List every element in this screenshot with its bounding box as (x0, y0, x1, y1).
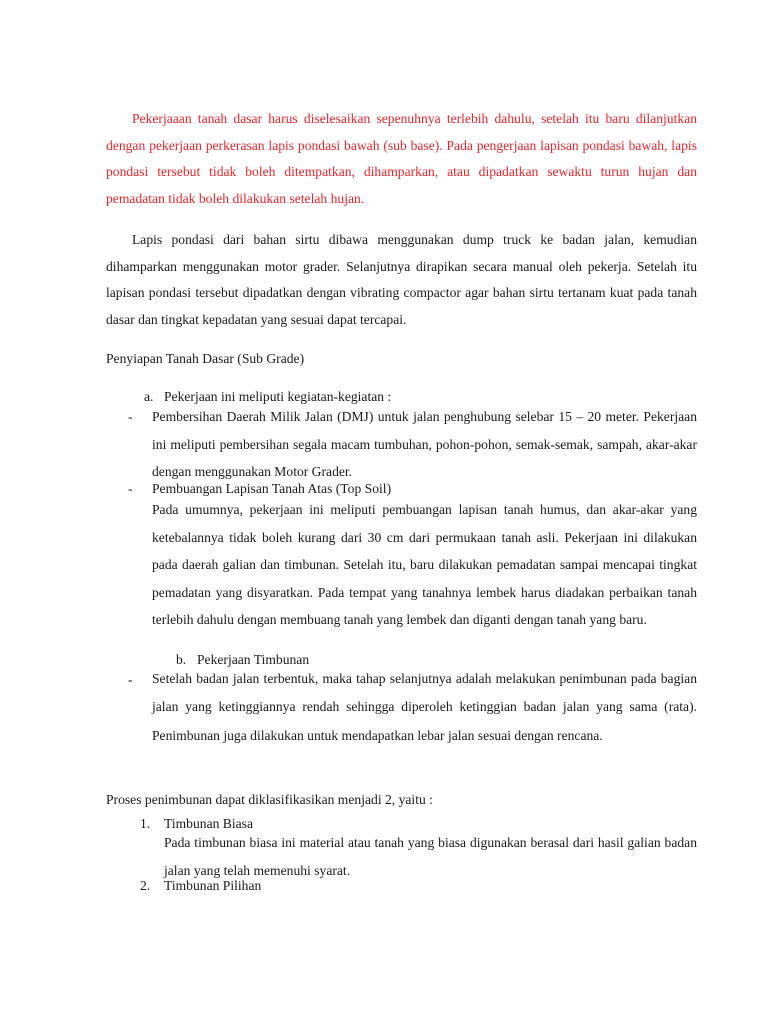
dash-1-marker: - (128, 409, 133, 424)
item-b-text: Pekerjaan Timbunan (197, 652, 310, 667)
numbered-1-marker: 1. (140, 816, 151, 831)
dash-2-title: Pembuangan Lapisan Tanah Atas (Top Soil) (152, 481, 392, 496)
dash-3-marker: - (128, 672, 133, 687)
dash-2-marker: - (128, 481, 133, 496)
numbered-1-text: Pada timbunan biasa ini material atau tanah yang biasa digunakan berasal dari hasil galian badan jalan yang telah memenuhi syarat. (164, 835, 697, 878)
item-b-marker: b. (176, 652, 187, 667)
dash-2-text: Pada umumnya, pekerjaan ini meliputi pembuangan lapisan tanah humus, dan akar-akar yang ketebalannya tidak boleh kurang dari 30 cm dari permukaan tanah asli. Pekerjaan ini dilakukan pada daerah galian dan timbunan. Setelah itu, baru dilakukan pemadatan sampai mencapai tingkat pemadatan yang disyaratkan. Pada tempat yang tanahnya lembek harus diadakan perbaikan tanah terlebih dahulu dengan membuang tanah yang lembek dan diganti dengan tanah yang baru. (152, 502, 697, 628)
item-a-text: Pekerjaan ini meliputi kegiatan-kegiatan : (164, 389, 392, 404)
subgrade-heading: Penyiapan Tanah Dasar (Sub Grade) (106, 351, 305, 366)
intro-paragraph-red: Pekerjaaan tanah dasar harus diselesaikan sepenuhnya terlebih dahulu, setelah itu baru dilanjutkan dengan pekerjaan perkerasan lapis pondasi bawah (sub base). Pada pengerjaan lapisan pondasi bawah, lapis pondasi tersebut tidak boleh ditempatkan, dihamparkan, atau dipadatkan sewaktu turun hujan dan pemadatan tidak boleh dilakukan setelah hujan. (106, 111, 697, 206)
sirtu-paragraph: Lapis pondasi dari bahan sirtu dibawa menggunakan dump truck ke badan jalan, kemudian dihamparkan menggunakan motor grader. Selanjutnya dirapikan secara manual oleh pekerja. Setelah itu lapisan pondasi tersebut dipadatkan dengan vibrating compactor agar bahan sirtu tertanam kuat pada tanah dasar dan tingkat kepadatan yang sesuai dapat tercapai. (106, 232, 697, 327)
item-a-marker: a. (144, 389, 154, 404)
proses-line: Proses penimbunan dapat diklasifikasikan menjadi 2, yaitu : (106, 792, 433, 807)
dash-3-text: Setelah badan jalan terbentuk, maka tahap selanjutnya adalah melakukan penimbunan pada bagian jalan yang ketinggiannya rendah sehingga diperoleh ketinggian badan jalan yang sama (rata). Penimbunan juga dilakukan untuk mendapatkan lebar jalan sesuai dengan rencana. (152, 671, 697, 743)
numbered-2-marker: 2. (140, 878, 151, 893)
numbered-1-title: Timbunan Biasa (164, 816, 253, 831)
dash-1-text: Pembersihan Daerah Milik Jalan (DMJ) untuk jalan penghubung selebar 15 – 20 meter. Pekerjaan ini meliputi pembersihan segala macam tumbuhan, pohon-pohon, semak-semak, sampah, akar-akar dengan menggunakan Motor Grader. (152, 409, 697, 479)
numbered-2-title: Timbunan Pilihan (164, 878, 262, 893)
